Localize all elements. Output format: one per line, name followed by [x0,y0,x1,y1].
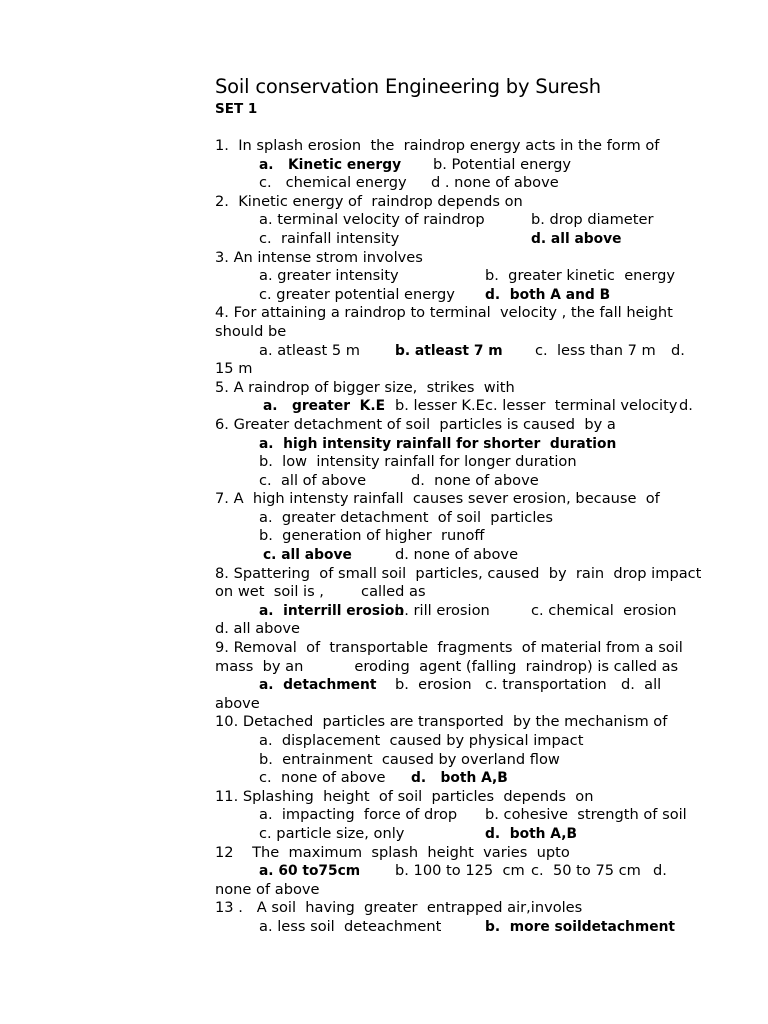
question-5-option-c: c. lesser terminal velocity [485,397,678,415]
question-8-option-c: c. chemical erosion [531,601,677,619]
question-6-stem: 6. Greater detachment of soil particles is caused by a [215,415,616,433]
question-10-option-c: c. none of above [259,769,386,787]
question-12-option-d: d. [653,862,667,880]
question-4-options [215,342,705,361]
question-4-option-c: c. less than 7 m [535,341,656,359]
question-5-options [215,397,705,416]
question-9-stem-line-2: mass by an eroding agent (falling raindrop) is called as [215,657,679,675]
question-2-option-a: a. terminal velocity of raindrop [259,211,485,229]
question-13-option-a: a. less soil deteachment [259,917,442,935]
question-3-option-b: b. greater kinetic energy [485,267,676,285]
question-6-options-cd [215,472,705,491]
question-11-option-c: c. particle size, only [259,824,405,842]
question-10-option-d-answer: d. both A,B [411,770,508,787]
question-3-options-ab [215,267,705,286]
question-7-options-cd [215,546,705,565]
question-1-options-ab [215,156,705,175]
question-8-stem-line-2: on wet soil is , called as [215,583,426,601]
question-3-stem: 3. An intense strom involves [215,248,423,266]
question-4-option-d: d. [671,341,685,359]
question-2-options-ab [215,211,705,230]
question-5-stem: 5. A raindrop of bigger size, strikes with [215,378,515,396]
question-8-option-d: d. all above [215,620,300,638]
question-1-stem: 1. In splash erosion the raindrop energy acts in the form of [215,137,660,154]
question-6-option-a-answer: a. high intensity rainfall for shorter duration [259,435,617,452]
set-label: SET 1 [215,101,258,117]
question-11-option-a: a. impacting force of drop [259,806,458,824]
question-2-option-c: c. rainfall intensity [259,229,400,247]
question-9-option-d: d. all [621,676,662,694]
document-title: Soil conservation Engineering by Suresh [215,75,601,98]
question-11-stem: 11. Splashing height of soil particles depends on [215,787,594,805]
question-8-stem-line-1: 8. Spattering of small soil particles, caused by rain drop impact [215,564,702,582]
question-10-option-b: b. entrainment caused by overland flow [259,750,560,768]
question-6-option-c: c. all of above [259,471,367,489]
question-10-options-cd [215,769,705,788]
question-7-option-a: a. greater detachment of soil particles [259,508,553,526]
question-13-option-b-answer: b. more soildetachment [485,918,675,935]
question-7-option-b: b. generation of higher runoff [259,527,485,545]
question-6-option-b: b. low intensity rainfall for longer duration [259,453,577,471]
question-12-option-a-answer: a. 60 to75cm [259,863,361,880]
question-3-option-d-answer: d. both A and B [485,286,611,303]
question-3-option-a: a. greater intensity [259,267,399,285]
question-11-options-cd [215,825,705,844]
question-4-option-a: a. atleast 5 m [259,341,360,359]
question-9-option-c: c. transportation [485,676,607,694]
question-11-option-d-answer: d. both A,B [485,825,577,842]
question-3-options-cd [215,286,705,305]
question-2-stem: 2. Kinetic energy of raindrop depends on [215,192,523,210]
question-5-option-b: b. lesser K.E [395,397,485,415]
question-12-option-c: c. 50 to 75 cm [531,862,641,880]
question-4-option-d-continued: 15 m [215,360,253,378]
document-page [215,74,705,937]
question-12-option-d-continued: none of above [215,880,320,898]
question-9-stem-line-1: 9. Removal of transportable fragments of material from a soil [215,639,683,657]
question-11-option-b: b. cohesive strength of soil [485,806,687,824]
question-1-options-cd [215,174,705,193]
question-8-option-a-answer: a. interrill erosion [259,602,405,619]
question-9-option-d-continued: above [215,694,260,712]
question-2-options-cd [215,230,705,249]
question-7-option-c-answer: c. all above [263,547,352,564]
question-12-stem: 12 The maximum splash height varies upto [215,843,570,861]
question-8-options [215,602,705,621]
question-4-option-b-answer: b. atleast 7 m [395,342,503,359]
question-5-option-d: d. [679,397,693,415]
question-5-option-a-answer: a. greater K.E [263,398,386,415]
question-9-option-b: b. erosion [395,676,472,694]
question-7-stem: 7. A high intensty rainfall causes sever erosion, because of [215,490,660,508]
question-1-option-d: d . none of above [431,174,559,192]
question-13-stem: 13 . A soil having greater entrapped air,involes [215,899,583,917]
question-9-options [215,676,705,695]
question-11-options-ab [215,806,705,825]
question-12-options [215,862,705,881]
question-12-option-b: b. 100 to 125 cm [395,862,525,880]
question-2-option-b: b. drop diameter [531,211,654,229]
question-9-option-a-answer: a. detachment [259,677,377,694]
question-7-option-d: d. none of above [395,546,519,564]
question-1-option-a-answer: a. Kinetic energy [259,156,402,173]
question-1-option-b: b. Potential energy [433,155,571,173]
question-10-option-a: a. displacement caused by physical impact [259,732,584,749]
question-1-option-c: c. chemical energy [259,174,407,192]
question-6-option-d: d. none of above [411,471,539,489]
question-4-stem: 4. For attaining a raindrop to terminal velocity , the fall height should be [215,304,678,340]
question-10-stem: 10. Detached particles are transported by the mechanism of [215,713,668,731]
question-2-option-d-answer: d. all above [531,230,622,247]
question-list [215,137,705,937]
question-3-option-c: c. greater potential energy [259,285,455,303]
question-13-options [215,918,705,937]
question-8-option-b: b. rill erosion [395,601,490,619]
